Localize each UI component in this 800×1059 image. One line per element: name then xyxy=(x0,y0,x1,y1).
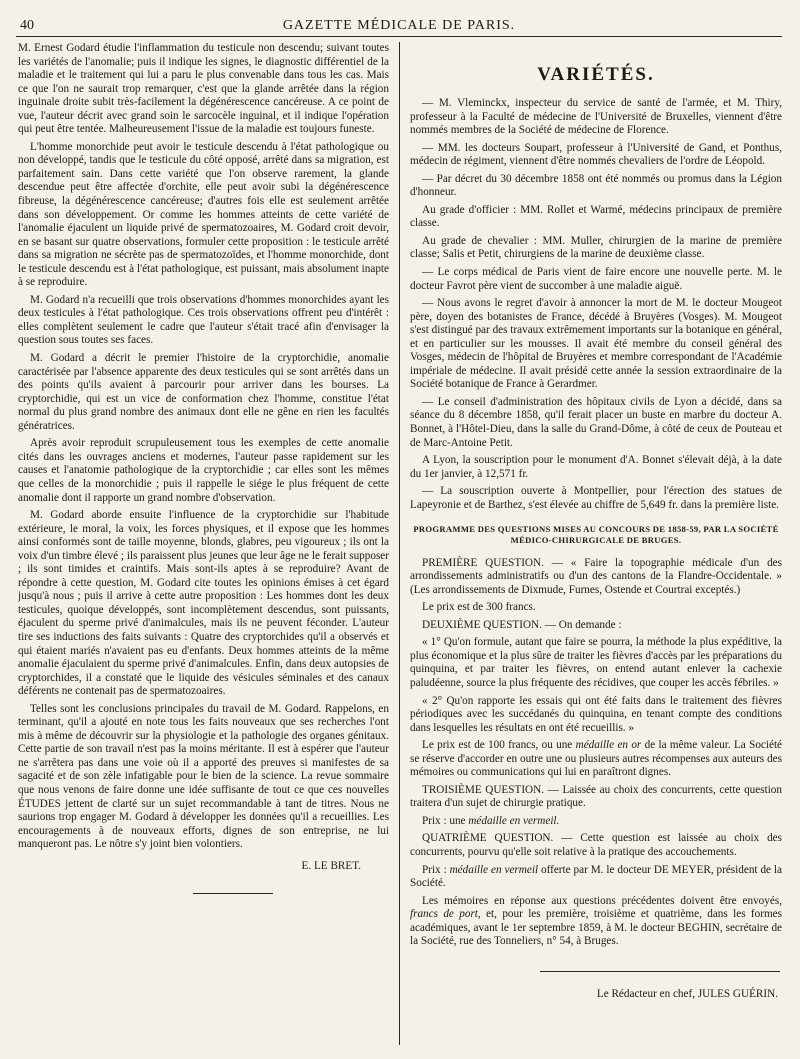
question-2 xyxy=(410,619,782,633)
question-3-prize-medal: médaille en vermeil. xyxy=(468,814,560,827)
news-item: — Le corps médical de Paris vient de faire encore une nouvelle perte. M. le docteur Favrot père vient de succomber à une maladie aiguë. xyxy=(410,266,782,292)
question-3-prize-text: Prix : une xyxy=(422,814,466,827)
column-divider xyxy=(399,42,400,1045)
closing-text: Les mémoires en réponse aux questions précédentes doivent être envoyés, xyxy=(422,894,782,907)
redacteur-label: Le Rédacteur en chef, xyxy=(596,987,696,1000)
signature-rule xyxy=(193,893,273,894)
question-4-prize-medal: médaille en vermeil xyxy=(449,863,539,876)
programme-title: PROGRAMME DES QUESTIONS MISES AU CONCOURS DE 1858-59, PAR LA SOCIÉTÉ MÉDICO-CHIRURGICALE DE BRUGES. xyxy=(413,524,779,546)
news-item: — La souscription ouverte à Montpellier, pour l'érection des statues de Lapeyronie et de Barthez, s'est élevée au chiffre de 5,649 fr. dans la première liste. xyxy=(410,485,782,511)
question-4-text: — Cette question est laissée au choix des concurrents, pourvu qu'elle soit relative à la pratique des accouchements. xyxy=(410,832,782,859)
news-item: — Le conseil d'administration des hôpitaux civils de Lyon a décidé, dans sa séance du 8 décembre 1858, qu'il ferait placer un buste en marbre du docteur A. Bonnet, à l'Hôtel-Dieu, dans la salle du Grand-Dôme, à côté de ceux de Pouteau et de Marc-Antoine Petit. xyxy=(410,395,782,449)
page-header xyxy=(16,14,782,37)
right-column xyxy=(410,42,782,1047)
closing-rule xyxy=(540,971,780,972)
question-4-prize-text: Prix : xyxy=(422,863,447,876)
question-3-label: TROISIÈME QUESTION. xyxy=(422,783,545,796)
news-item: Au grade d'officier : MM. Rollet et Warmé, médecins principaux de première classe. xyxy=(410,203,782,230)
closing-name: BEGHIN xyxy=(677,921,720,934)
question-2-intro: — On demande : xyxy=(544,618,622,631)
question-2-part-1: « 1° Qu'on formule, autant que faire se pourra, la méthode la plus expéditive, la plus économique et la plus sûre de traiter les fièvres d'accès par les préparations du quinquina, et par traiter les fièvres, on entend autant enlever la cachexie paludéenne, source la plus fréquente des récidives, que couper les accès fébriles. » xyxy=(410,636,782,690)
news-item: — Nous avons le regret d'avoir à annoncer la mort de M. le docteur Mougeot père, doyen des botanistes de France, décédé à Bruyères (Vosges). M. Mougeot s'est distingué par des travaux extrêmement importants sur la botanique en général, et en particulier sur les mousses. Il avait été membre du conseil général des Vosges, médecin de l'hôpital de Bruyères et membre correspondant de l'Académie impériale de médecine. Il avait présidé cette année la session extraordinaire de la Société botanique de France à Gerardmer. xyxy=(410,297,782,391)
question-2-prize-medal: médaille en or xyxy=(575,739,642,752)
closing-text-end: , secrétaire de la Société, rue des Tonneliers, n° 54, à Bruges. xyxy=(410,921,782,948)
news-item: — Par décret du 30 décembre 1858 ont été nommés ou promus dans la Légion d'honneur. xyxy=(410,172,782,199)
news-item: — M. Vleminckx, inspecteur du service de santé de l'armée, et M. Thiry, professeur à la Faculté de médecine de l'Université de Bruxelles, viennent d'être nommés membres de la Société de médecine de Florence. xyxy=(410,96,782,137)
question-1 xyxy=(410,557,782,598)
question-4-prize-name: DE MEYER xyxy=(653,863,711,876)
question-4-prize-text-end: , président de la Société. xyxy=(410,863,782,890)
redacteur-line xyxy=(410,988,782,1002)
left-column xyxy=(18,42,389,1047)
question-4-label: QUATRIÈME QUESTION. xyxy=(422,832,554,845)
question-2-prize-text: Le prix est de 100 francs, ou une xyxy=(422,739,573,752)
paragraph: L'homme monorchide peut avoir le testicule descendu à l'état pathologique ou non développé, tandis que le testicule du côté opposé, arrêté dans sa migration, est parfaitement sain. Dans cette variété que l'on observe rarement, la glande descendue peut être affectée d'orchite, elle peut avoir subi la dégénérescence fibreuse, la dégénérescence cancéreuse; d'autres fois elle est seulement arrêtée dans son développement. Or comme les hommes atteints de cette variété de l'anomalie éjaculent un liquide privé de spermatozoaires, M. Godard croit devoir, en se basant sur quatre observations, formuler cette proposition : le testicule arrêté dans sa migration ne sécrète pas de spermatozoïdes, et l'homme monorchide, dont le testicule descendu est à l'état pathologique, est puissant, mais absolument inapte à se reproduire. xyxy=(18,140,389,289)
news-item: — MM. les docteurs Soupart, professeur à l'Université de Gand, et Ponthus, médecin de régiment, viennent d'être nommés chevaliers de l'ordre de Léopold. xyxy=(410,141,782,168)
section-title: VARIÉTÉS. xyxy=(537,64,655,85)
paragraph: M. Godard n'a recueilli que trois observations d'hommes monorchides ayant les deux testicules à l'état pathologique. Ces trois observations offrent peu d'intérêt : elles complètent seulement le cadre que l'auteur s'était tracé afin d'envisager la question sous toutes ses faces. xyxy=(18,293,389,347)
question-1-label: PREMIÈRE QUESTION. xyxy=(422,556,544,569)
question-2-prize-text-end: de la même valeur. La Société se réserve d'accorder en outre une ou plusieurs autres récompenses aux auteurs des mémoires ou communications qui lui en paraîtront dignes. xyxy=(410,739,782,779)
article-signature: E. LE BRET. xyxy=(301,859,361,872)
redacteur-name: JULES GUÉRIN. xyxy=(697,987,778,1000)
paragraph: Après avoir reproduit scrupuleusement tous les exemples de cette anomalie cités dans les ouvrages anciens et modernes, l'auteur passe rapidement sur les causes et l'anatomie pathologique de la cryptorchidie ; car elles sont les mêmes que celles de la monorchidie ; puis il rappelle le siége le plus fréquent de cette anomalie dont il rapporte un grand nombre d'observation. xyxy=(18,437,389,504)
news-item: A Lyon, la souscription pour le monument d'A. Bonnet s'élevait déjà, à la date du 1er janvier, à 12,571 fr. xyxy=(410,454,782,480)
question-3-text: — Laissée au choix des concurrents, cette question traitera d'un sujet de chirurgie pratique. xyxy=(410,783,782,810)
news-item: Au grade de chevalier : MM. Muller, chirurgien de la marine de première classe; Salis et Petit, chirurgiens de la marine de deuxième classe. xyxy=(410,234,782,261)
paragraph: M. Godard a décrit le premier l'histoire de la cryptorchidie, anomalie caractérisée par l'absence apparente des deux testicules qui se sont arrêtés dans un des points qu'ils avaient à parcourir pour arriver dans les bourses. La cryptorchidie, qui est un vice de conformation chez l'homme, constitue l'état normal du plus grand nombre des animaux dont elle ne gêne en rien les facultés génératrices. xyxy=(18,352,389,432)
question-2-part-2: « 2° Qu'on rapporte les essais qui ont été faits dans le traitement des fièvres périodiques avec les succédanés du quinquina, en tenant compte des conditions dans lesquelles les résultats en ont été recueillis. » xyxy=(410,694,782,734)
question-4 xyxy=(410,832,782,859)
page-number: 40 xyxy=(20,18,34,33)
question-4-prize-text-mid: offerte par M. le docteur xyxy=(540,863,651,876)
question-1-prize: Le prix est de 300 francs. xyxy=(422,601,536,614)
closing-text-mid: , et, pour les première, troisième et quatrième, dans les formes académiques, avant le 1er septembre 1859, à M. le docteur xyxy=(410,908,782,934)
paragraph: Telles sont les conclusions principales du travail de M. Godard. Rappelons, en terminant, qu'il a ajouté en note tous les faits nouveaux que ses recherches l'ont mis à même de découvrir sur la physiologie et la pathologie des organes génitaux. Cette partie de son travail n'est pas la moins méritante. Il est à espérer que l'auteur ne s'arrêtera pas dans une voie où il a apporté des preuves si manifestes de sa sagacité et de son zèle infatigable pour le bien de la science. La revue sommaire que nous venons de faire donne une idée suffisante de tout ce que ces nouvelles ÉTUDES jettent de clarté sur un sujet recommandable à tant de titres. Nous ne saurions trop engager M. Godard à développer les données qu'il a recueillies. Les encouragements à de nouveaux efforts, dignes de son entreprise, ne lui manqueront pas. Le nôtre s'y joint bien volontiers. xyxy=(18,702,389,851)
paragraph: M. Godard aborde ensuite l'influence de la cryptorchidie sur l'habitude extérieure, le moral, la voix, les forces physiques, et il expose que les hommes ainsi conformés sont de taille moyenne, blonds, glabres, peu vigoureux ; ils ont la voix d'un timbre élevé ; ils paraissent plus jeunes que leur âge ne le ferait supposer ; ils sont timides et craintifs. Mais sont-ils aptes à se reproduire? Avant de répondre à cette question, M. Godard cite toutes les opinions émises à cet égard jusqu'à nous ; puis il arrive à cette autre proposition : Les hommes dont les deux testicules, quoique développés, sont incomplètement descendus, sont puissants, éjaculent du sperme privé d'animalcules, mais ils ne peuvent féconder. L'auteur tire ses inductions des faits suivants : Quatre des cryptorchides qu'il a observés et qui étaient mariés n'avaient pas eu d'enfants. Deux hommes atteints de la même anomalie éjaculaient du sperme privé d'animalcules. Enfin, dans deux autopsies de cryptorchides, il a constaté que le liquide des vésicules séminales et des canaux déférents ne contenait pas de spermatozoaires. xyxy=(18,509,389,698)
question-3 xyxy=(410,784,782,811)
question-1-text: — « Faire la topographie médicale d'un des arrondissements administratifs ou d'un des cantons de la Flandre-Occidentale. » (Les arrondissements de Dixmude, Furnes, Ostende et Courtrai exceptés.) xyxy=(410,556,782,596)
question-4-prize xyxy=(410,864,782,891)
closing-franco: francs de port xyxy=(410,908,478,921)
closing-notice xyxy=(410,895,782,949)
journal-title: GAZETTE MÉDICALE DE PARIS. xyxy=(282,18,516,33)
paragraph: M. Ernest Godard étudie l'inflammation du testicule non descendu; suivant toutes les variétés de l'anomalie; puis il indique les signes, le diagnostic différentiel de la maladie et le traitement qui lui a paru le plus convenable dans tous les cas. Mais ce que l'on ne saurait trop remarquer, c'est que la glande arrêtée dans la région inguinale droite subit très-facilement la dégénérescence cancéreuse. A ce point de vue, l'auteur décrit avec grand soin le sarcocèle inguinal, et il indique l'opération qui peut être tentée. Malheureusement l'issue de la maladie est toujours funeste. xyxy=(18,42,389,136)
question-3-prize xyxy=(410,815,782,829)
question-2-label: DEUXIÈME QUESTION. xyxy=(422,618,542,631)
question-2-prize xyxy=(410,739,782,780)
